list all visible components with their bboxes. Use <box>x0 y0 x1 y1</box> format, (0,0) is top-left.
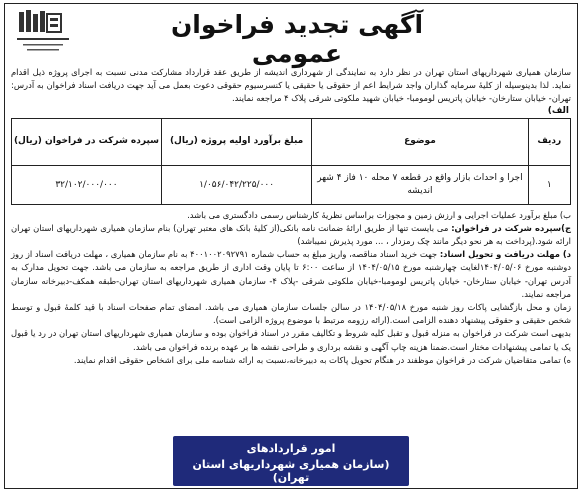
paragraph-f: بدیهی است شرکت در فراخوان به منزله قبول و تقبل کلیه شروط و تکالیف مقرر در اسناد فراخوان بوده و سازمان همیاری شهرداریهای استان تهران در رد یا قبول یک یا تمامی پیشنهادات مختار است.ضمنا هزینه چاپ آگهی و نقشه برداری و طراحی نقشه ها بر عهده برنده فراخوان می باشد. <box>11 328 571 352</box>
section-a-label: الف) <box>547 105 569 116</box>
paragraph-d-text: جهت خرید اسناد مناقصه، واریز مبلغ به حساب شماره ۴۰۰۱۰۰۲۰۹۲۷۹۱ به نام سازمان همیاری ، مهلت دریافت اسناد از روز دوشنبه مورخ ۱۴۰۴/۰۵/۰۶لغایت چهارشنبه مورخ ۱۴۰۴/۰۵/۱۵ از ساعت ۶:۰۰ تا پایان وقت اداری از طریق مراجعه به سازمان می باشد. جهت تحویل مدارک به آدرس تهران- خیابان ستارخان- خیابان پاتریس لومومبا-خیابان ملکوتی شرقی -پلاک ۴- سازمان همیاری شهرداریهای استان تهران-طبقه همکف-دبیرخانه سازمان مراجعه نمایند. <box>11 249 571 299</box>
cell-deposit: ۳۲/۱۰۲/۰۰۰/۰۰۰ <box>12 165 162 204</box>
cell-row-number: ۱ <box>528 165 570 204</box>
paragraph-c-label: ج)سپرده شرکت در فراخوان: <box>451 222 571 233</box>
project-table <box>11 118 571 205</box>
paragraph-d-label: د) مهلت دریافت و تحویل اسناد: <box>439 249 571 260</box>
paragraph-c <box>11 222 571 248</box>
table-row <box>12 165 571 204</box>
notice-title: آگهی تجدید فراخوان عمومی <box>170 10 424 68</box>
header-row-number: ردیف <box>528 118 570 165</box>
paragraph-c-text: می بایست تنها از طریق ارائهٔ ضمانت نامه بانکی(از کلیهٔ بانک های معتبر تهران) بنام سازمان همیاری شهرداریهای استان تهران ارائه شود.(پرداخت به هر نحو دیگر مانند چک رمزدار ، ... مورد پذیرش نمیباشد) <box>11 222 571 247</box>
header <box>5 4 577 66</box>
header-subject: موضوع <box>312 118 528 165</box>
header-deposit: سپرده شرکت در فراخوان (ریال) <box>12 118 162 165</box>
cell-subject: اجرا و احداث بازار واقع در قطعه ۷ محله ۱۰ فاز ۴ شهر اندیشه <box>312 165 528 204</box>
organization-logo <box>13 8 75 62</box>
paragraph-e: زمان و محل بازگشایی پاکات روز شنبه مورخ ۱۴۰۴/۰۵/۱۸ در سالن جلسات سازمان همیاری می باشد. امضای تمام صفحات اسناد با قید کلمهٔ قبول و توسط شخص حقیقی و حقوقی پیشنهاد دهنده الزامی است.(ارائه رزومه مرتبط با موضوع پروژه الزامی است). <box>11 302 571 326</box>
header-estimate: مبلغ برآورد اولیه پروژه (ریال) <box>161 118 311 165</box>
footer-line-1: امور قراردادهای <box>246 442 336 455</box>
footer-signature-box <box>173 436 409 486</box>
intro-paragraph: سازمان همیاری شهرداریهای استان تهران در نظر دارد به نمایندگی از شهرداری اندیشه از طریق عقد قرارداد مشارکت مدنی نسبت به اجرای پروژه ذیل اقدام نماید. لذا بدینوسیله از کلیهٔ سرمایه گذاران واجد شرایط اعم از حقوقی یا حقیقی یا کنسرسیوم حقوقی دعوت بعمل می آید جهت دریافت اسناد فراخوان به آدرس: تهران- خیابان ستارخان- خیابان پاتریس لومومبا- خیابان شهید ملکوتی شرقی پلاک ۴ مراجعه نمایند. <box>11 67 571 104</box>
footer-line-2: (سازمان همیاری شهرداریهای استان تهران) <box>192 458 390 484</box>
logo-emblem-icon <box>13 8 75 62</box>
table-header-row <box>12 118 571 165</box>
notice-page <box>4 3 578 489</box>
paragraph-d <box>11 248 571 301</box>
paragraph-b: ب) مبلغ برآورد عملیات اجرایی و ارزش زمین و مجوزات براساس نظریهٔ کارشناس رسمی دادگستری می باشد. <box>187 209 571 220</box>
cell-estimate: ۱/۰۵۶/۰۴۲/۲۲۵/۰۰۰ <box>161 165 311 204</box>
paragraph-h: ه) تمامی متقاضیان شرکت در فراخوان موظفند در هنگام تحویل پاکات به دبیرخانه،نسبت به ارائه شناسه ملی برای اشخاص حقوقی اقدام نمایند. <box>73 354 571 365</box>
